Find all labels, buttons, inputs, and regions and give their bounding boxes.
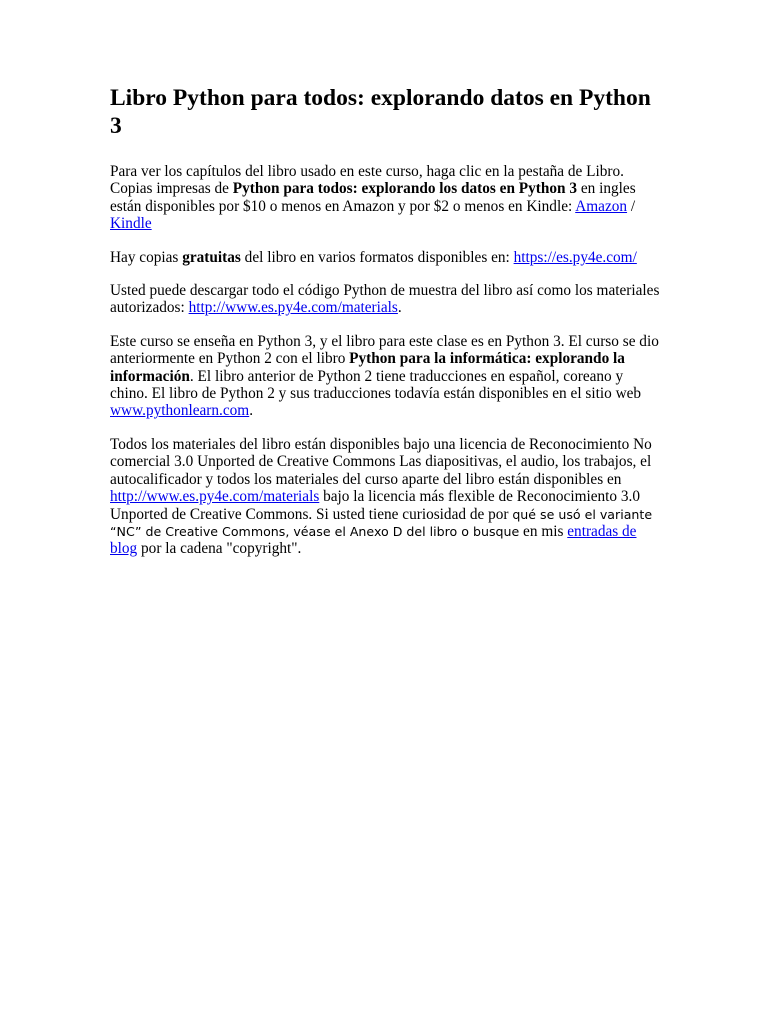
- text: .: [249, 402, 254, 420]
- free-bold: gratuitas: [182, 248, 241, 266]
- text: Este curso se enseña en Python 3, y el libro para este clase es en Python 3. El curso se dio anteriormente en Python 2 con el libro: [110, 332, 659, 368]
- text: . El libro anterior de Python 2 tiene traducciones en español, coreano y chino. El libro de Python 2 y sus traducciones todavía están disponibles en el sitio web: [110, 367, 642, 403]
- materials-link[interactable]: http://www.es.py4e.com/materials: [188, 299, 398, 317]
- book-title-bold: Python para todos: explorando los datos en Python 3: [232, 180, 578, 198]
- text: .: [397, 299, 402, 317]
- materials-license-link[interactable]: http://www.es.py4e.com/materials: [110, 488, 320, 506]
- old-book-title-bold: Python para la informática: explorando la información: [110, 350, 625, 385]
- amazon-link[interactable]: Amazon: [575, 197, 628, 215]
- paragraph-python-versions: [110, 333, 660, 420]
- text: en mis: [519, 522, 568, 540]
- text: bajo la licencia más flexible de Reconocimiento 3.0 Unported de Creative Commons. Si usted tiene curiosidad de por: [110, 488, 640, 523]
- document-page: [110, 84, 660, 574]
- blog-entries-link[interactable]: entradas de blog: [110, 522, 637, 558]
- paragraph-free-copies: [110, 249, 660, 266]
- text: por la cadena "copyright".: [137, 540, 302, 558]
- text-sans: qué se usó el variante “NC” de Creative Commons, véase el Anexo D del libro o busque: [110, 506, 653, 539]
- paragraph-license: [110, 436, 660, 558]
- text: del libro en varios formatos disponibles en:: [240, 248, 514, 266]
- text: Hay copias: [110, 248, 183, 266]
- text: en ingles están disponibles por $10 o menos en Amazon y por $2 o menos en Kindle:: [110, 180, 636, 215]
- paragraph-print-copies: [110, 163, 660, 233]
- kindle-link[interactable]: Kindle: [110, 215, 152, 233]
- text: Todos los materiales del libro están disponibles bajo una licencia de Reconocimiento No comercial 3.0 Unported de Creative Commons Las diapositivas, el audio, los trabajos, el autocalificador y todos los materiales del curso aparte del libro están disponibles en: [110, 435, 652, 488]
- paragraph-download-code: [110, 282, 660, 317]
- text: Para ver los capítulos del libro usado en este curso, haga clic en la pestaña de Libro. Copias impresas de: [110, 163, 624, 198]
- pythonlearn-link[interactable]: www.pythonlearn.com: [110, 402, 250, 420]
- text: /: [627, 197, 636, 215]
- text: Usted puede descargar todo el código Python de muestra del libro así como los materiales autorizados:: [110, 282, 660, 317]
- py4e-site-link[interactable]: https://es.py4e.com/: [513, 248, 637, 266]
- document-title: Libro Python para todos: explorando datos en Python 3: [110, 85, 651, 139]
